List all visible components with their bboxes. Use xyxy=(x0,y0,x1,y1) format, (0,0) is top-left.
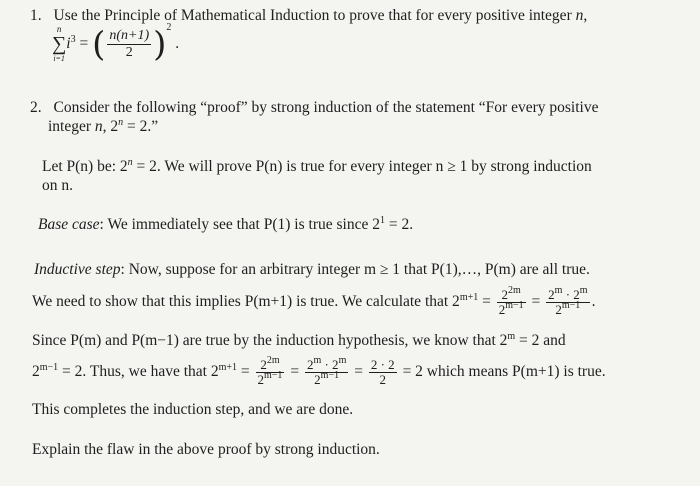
frac2-den-exp: m−1 xyxy=(561,299,581,311)
fraction-3 xyxy=(256,354,285,387)
intro-n: n xyxy=(94,118,103,135)
frac1-den-exp: m−1 xyxy=(505,299,524,311)
frac4-num-a: 2 xyxy=(306,356,314,372)
intro-eq: , 2 xyxy=(102,118,119,135)
frac3a-num-exp: 2m xyxy=(266,354,280,366)
need-text: We need to show that this implies P(m+1) is true. We calculate that 2 xyxy=(32,293,460,310)
intro-post: = 2.” xyxy=(123,118,159,135)
right-paren: ) xyxy=(153,24,167,65)
need-exp: m+1 xyxy=(459,292,479,303)
eq-1: = xyxy=(482,293,491,310)
thus-pre: 2 xyxy=(32,363,40,380)
sum-term-exp: 3 xyxy=(70,34,76,45)
base-case-line xyxy=(38,215,413,235)
problem-2-intro-line-2 xyxy=(48,117,158,137)
inductive-step-line xyxy=(34,260,590,280)
frac1-num-exp: 2m xyxy=(508,284,521,296)
eq-5: = xyxy=(354,363,363,380)
frac2-num-b-exp: m xyxy=(579,284,588,296)
intro-exp: n xyxy=(118,117,124,128)
sum-lower-limit: i=1 xyxy=(53,54,65,64)
eq-3: = xyxy=(240,363,250,380)
frac5-num: 2 · 2 xyxy=(370,356,395,372)
fraction-numerator: n(n+1) xyxy=(109,27,150,43)
intro-integer: integer xyxy=(48,118,92,135)
frac3a-num: 2 xyxy=(260,356,267,372)
fraction-2m-2m-over-2-m-1 xyxy=(546,284,589,317)
base-case-label: Base case xyxy=(38,216,100,233)
problem-1-formula xyxy=(52,24,179,74)
need-to-show-line xyxy=(32,282,595,322)
since-post: = 2 and xyxy=(515,332,566,349)
problem-2-intro-a: Consider the following “proof” by strong induction of the statement “For every positive xyxy=(53,99,599,116)
let-line-1 xyxy=(42,157,592,177)
let-b: on n. xyxy=(42,177,73,194)
explain-text: Explain the flaw in the above proof by strong induction. xyxy=(32,441,380,458)
thus-result: = 2 which means P(m+1) is true. xyxy=(398,363,606,380)
base-case-post: = 2. xyxy=(384,216,414,233)
problem-1-statement xyxy=(30,6,587,26)
outer-exponent: 2 xyxy=(166,22,172,33)
since-text: Since P(m) and P(m−1) are true by the induction hypothesis, we know that 2 xyxy=(32,332,508,349)
problem-1-end: , xyxy=(583,7,588,24)
frac4-num-a-exp: m xyxy=(313,354,322,366)
thus-line xyxy=(32,352,606,392)
frac4-num-b-exp: m xyxy=(338,354,347,366)
thus-text: = 2. Thus, we have that 2 xyxy=(58,363,219,380)
let-a: Let P(n) be: 2 xyxy=(42,158,128,175)
frac4-den-exp: m−1 xyxy=(320,369,340,381)
problem-1-var: n xyxy=(575,7,584,24)
frac3a-den-exp: m−1 xyxy=(264,369,283,381)
problem-2-intro-line-1 xyxy=(30,98,598,118)
eq-4: = xyxy=(290,363,300,380)
sum-symbol: ∑ xyxy=(52,33,67,56)
base-case-exp: 1 xyxy=(379,215,385,226)
formula-equals: = xyxy=(79,35,89,52)
fraction-2-dot-2-over-2 xyxy=(369,358,397,387)
summation xyxy=(52,24,66,64)
completes-line xyxy=(32,400,353,420)
frac2-num-a: 2 xyxy=(548,286,555,302)
formula-period: . xyxy=(175,35,180,52)
let-a-post: = 2. We will prove P(n) is true for every integer n ≥ 1 by strong induction xyxy=(132,158,592,175)
sum-upper-limit: n xyxy=(56,24,62,35)
thus-pre-exp: m−1 xyxy=(39,362,59,373)
problem-1-number: 1. xyxy=(30,7,42,24)
fraction-4 xyxy=(305,354,348,387)
frac2-num-dot: · 2 xyxy=(562,286,580,302)
problem-1-text: Use the Principle of Mathematical Induction to prove that for every positive integer xyxy=(53,7,572,24)
sum-term: i xyxy=(66,35,71,52)
frac1-num: 2 xyxy=(501,286,509,302)
fraction-denominator: 2 xyxy=(125,44,133,60)
frac3a-den: 2 xyxy=(257,371,265,387)
frac4-den: 2 xyxy=(314,371,321,387)
problem-2-number: 2. xyxy=(30,99,42,116)
thus-exp: m+1 xyxy=(218,362,238,373)
completes-text: This completes the induction step, and we are done. xyxy=(32,401,354,418)
frac1-den: 2 xyxy=(498,301,506,317)
explain-line xyxy=(32,440,380,460)
frac4-num-dot: · 2 xyxy=(321,356,339,372)
let-a-exp: n xyxy=(127,157,133,168)
fraction-2-2m-over-2-m-1 xyxy=(497,284,526,317)
eq-2: = xyxy=(531,293,541,310)
frac2-den: 2 xyxy=(555,301,562,317)
let-line-2 xyxy=(42,176,73,196)
since-line xyxy=(32,331,566,351)
frac2-num-a-exp: m xyxy=(554,284,563,296)
base-case-text: : We immediately see that P(1) is true since 2 xyxy=(99,216,380,233)
inductive-step-text: : Now, suppose for an arbitrary integer m ≥ 1 that P(1),…, P(m) are all true. xyxy=(120,261,590,278)
since-exp: m xyxy=(507,331,516,342)
inductive-step-label: Inductive step xyxy=(34,261,121,278)
left-paren: ( xyxy=(92,24,106,65)
frac5-den: 2 xyxy=(379,371,387,387)
fraction-n-n-plus-1-over-2 xyxy=(107,28,151,61)
need-end: . xyxy=(591,293,596,310)
